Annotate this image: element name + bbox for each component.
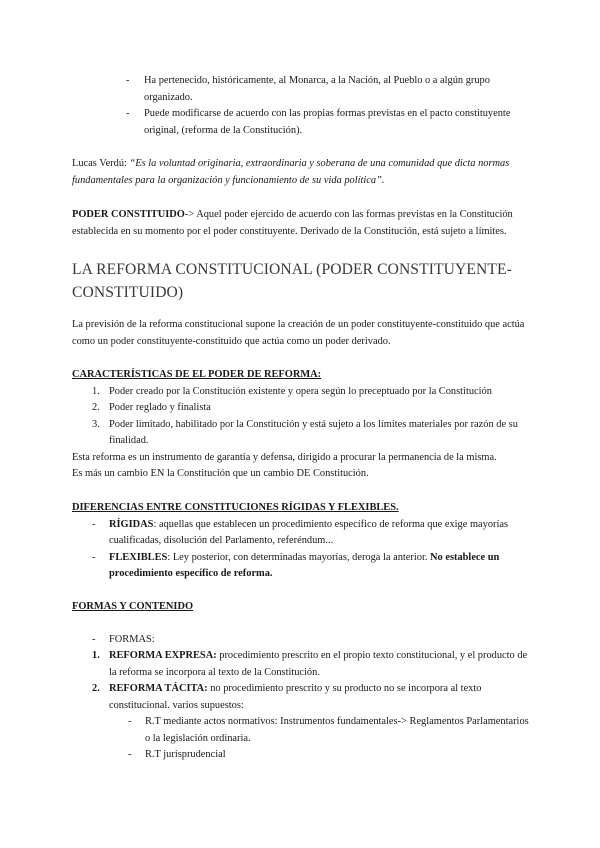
formas-heading: FORMAS Y CONTENIDO	[72, 601, 194, 612]
list-item	[92, 648, 532, 681]
list-item-text: R.T mediante actos normativos: Instrumentos fundamentales-> Reglamentos Parlamentarios o la legislación ordinaria.	[145, 716, 529, 744]
poder-constituido-text: -> Aquel poder ejercido de acuerdo con las formas previstas en la Constitución establecida en su momento por el poder constituyente. Derivado de la Constitución, está sujeto a límites.	[72, 209, 513, 237]
caracteristicas-list	[92, 384, 532, 450]
dash-marker: -	[126, 108, 130, 119]
reforma-tacita-text: no procedimiento prescrito y su producto no se incorpora al texto constitucional. varios supuestos:	[109, 683, 482, 711]
reforma-tacita-term: REFORMA TÁCITA:	[109, 683, 208, 694]
number-marker: 2.	[92, 683, 100, 694]
top-list	[126, 73, 526, 139]
dash-marker: -	[128, 749, 132, 760]
quote-author: Lucas Verdú:	[72, 158, 130, 169]
diferencias-section	[72, 500, 532, 583]
flexibles-text: : Ley posterior, con determinadas mayorías, deroga la anterior.	[167, 551, 431, 563]
quote-text: “Es la voluntad originaria, extraordinaria y soberana de una comunidad que dicta normas fundamentales para la organización y funcionamiento de su vida política”.	[72, 158, 510, 186]
main-heading: LA REFORMA CONSTITUCIONAL (PODER CONSTITUYENTE-CONSTITUIDO)	[72, 261, 512, 301]
number-marker: 3.	[92, 418, 100, 430]
number-marker: 1.	[92, 650, 100, 661]
list-item-text: Ha pertenecido, históricamente, al Monarca, a la Nación, al Pueblo o a algún grupo organizado.	[144, 75, 490, 103]
quote-paragraph	[72, 156, 532, 189]
number-marker: 2.	[92, 402, 100, 413]
intro-paragraph: La previsión de la reforma constitucional supone la creación de un poder constituyente-constituido que actúa como un poder constituyente-constituido que actúa como un poder derivado.	[72, 319, 525, 347]
list-item	[128, 747, 532, 764]
list-item-text: Poder reglado y finalista	[109, 402, 211, 413]
list-item-text: Poder creado por la Constitución existente y opera según lo preceptuado por la Constitución	[109, 385, 492, 397]
formas-label: FORMAS:	[109, 633, 155, 645]
caracteristicas-heading: CARACTERÍSTICAS DE EL PODER DE REFORMA:	[72, 369, 322, 380]
poder-constituido-paragraph	[72, 207, 532, 240]
caracteristicas-note-2: Es más un cambio EN la Constitución que un cambio DE Constitución.	[72, 468, 369, 479]
list-item-text: R.T jurisprudencial	[145, 749, 226, 760]
diferencias-list	[92, 517, 532, 583]
list-item	[128, 714, 532, 747]
formas-section	[72, 599, 532, 764]
dash-marker: -	[92, 633, 96, 645]
list-item	[92, 632, 532, 649]
list-item	[92, 417, 532, 450]
diferencias-heading: DIFERENCIAS ENTRE CONSTITUCIONES RÍGIDAS Y FLEXIBLES.	[72, 502, 399, 513]
dash-marker: -	[126, 75, 130, 86]
rigidas-text: : aquellas que establecen un procedimiento específico de reforma que exige mayorías cualificadas, disolución del Parlamento, referéndum...	[109, 518, 509, 546]
list-item-text: Puede modificarse de acuerdo con las propias formas previstas en el pacto constituyente original, (reforma de la Constitución).	[144, 108, 511, 136]
formas-label-list	[92, 632, 532, 649]
list-item	[126, 106, 526, 139]
list-item	[92, 400, 532, 417]
formas-list	[92, 648, 532, 714]
formas-sub-list	[128, 714, 532, 764]
caracteristicas-section	[72, 367, 532, 483]
reforma-expresa-term: REFORMA EXPRESA:	[109, 650, 217, 661]
list-item	[92, 517, 532, 550]
reforma-expresa-text: procedimiento prescrito en el propio texto constitucional, y el producto de la reforma se incorpora al texto de la Constitución.	[109, 650, 528, 678]
flexibles-term: FLEXIBLES	[109, 551, 168, 563]
number-marker: 1.	[92, 385, 100, 397]
list-item	[92, 550, 532, 583]
list-item	[92, 384, 532, 401]
flexibles-bold-tail: No establece un procedimiento específico de reforma.	[109, 551, 500, 579]
poder-constituido-term: PODER CONSTITUIDO	[72, 209, 185, 220]
list-item	[92, 681, 532, 714]
rigidas-term: RÍGIDAS	[109, 518, 154, 530]
dash-marker: -	[128, 716, 132, 727]
dash-marker: -	[92, 518, 96, 530]
list-item-text: Poder limitado, habilitado por la Constitución y está sujeto a los límites materiales por razón de su finalidad.	[109, 418, 518, 446]
list-item	[126, 73, 526, 106]
caracteristicas-note-1: Esta reforma es un instrumento de garantía y defensa, dirigido a procurar la permanencia de la misma.	[72, 451, 497, 463]
dash-marker: -	[92, 551, 96, 563]
